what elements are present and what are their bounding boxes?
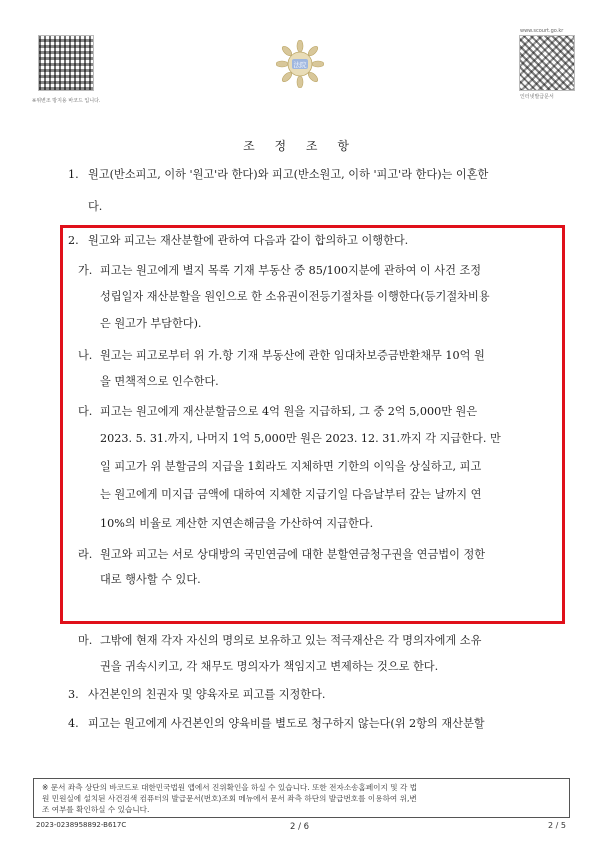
notice-line: ※ 문서 좌측 상단의 바코드로 대한민국법원 앱에서 진위확인을 하실 수 있습니다. 또한 전자소송홈페이지 및 각 법: [42, 783, 418, 792]
clause-text: 원고와 피고는 재산분할에 관하여 다음과 같이 합의하고 이행한다.: [88, 234, 409, 247]
clause-number: 3.: [68, 688, 79, 701]
subclause-na-line-2: 을 면책적으로 인수한다.: [100, 375, 219, 388]
subclause-da: [78, 403, 477, 419]
subclause-na: [78, 347, 485, 363]
notice-line: 조 여부를 확인하실 수 있습니다.: [42, 805, 150, 814]
subclause-text: 그밖에 현재 각자 자신의 명의로 보유하고 있는 적극재산은 각 명의자에게 소유: [100, 634, 482, 647]
subclause-ma: [78, 632, 481, 648]
clause-number: 4.: [68, 717, 79, 730]
issue-number: 2023-0238958892-B617C: [36, 821, 127, 829]
subclause-text: 피고는 원고에게 별지 목록 기재 부동산 중 85/100지분에 관하여 이 사건 조정: [100, 264, 482, 277]
clause-number: 2.: [68, 234, 79, 247]
subclause-marker: 마.: [78, 634, 93, 647]
verification-notice: [33, 778, 570, 818]
subclause-da-line-5: 10%의 비율로 계산한 지연손해금을 가산하여 지급한다.: [100, 517, 374, 530]
subclause-ra: [78, 546, 485, 562]
clause-text: 원고(반소피고, 이하 '원고'라 한다)와 피고(반소원고, 이하 '피고'라 한다)는 이혼한: [88, 168, 489, 181]
clause-text: 피고는 원고에게 사건본인의 양육비를 별도로 청구하지 않는다(위 2항의 재산분할: [88, 717, 485, 730]
verification-barcode-right: [519, 35, 575, 91]
subclause-da-line-4: 는 원고에게 미지급 금액에 대하여 지체한 지급기일 다음날부터 갚는 날까지 연: [100, 488, 482, 501]
subclause-ga-line-3: 은 원고가 부담한다).: [100, 317, 202, 330]
clause-4: [68, 715, 485, 731]
subclause-ma-line-2: 권을 귀속시키고, 각 채무도 명의자가 책임지고 변제하는 것으로 한다.: [100, 660, 439, 673]
verification-barcode-left: [38, 35, 94, 91]
page-title: 조 정 조 항: [243, 139, 357, 153]
internet-issue-caption: 인터넷발급문서: [520, 94, 554, 100]
barcode-caption: ※위변조 방지용 바코드 입니다.: [32, 98, 101, 104]
subclause-ga: [78, 262, 481, 278]
clause-2: [68, 232, 408, 248]
clause-1-line-2: 다.: [88, 200, 103, 213]
page-number-right: 2 / 5: [548, 821, 566, 830]
subclause-ra-line-2: 대로 행사할 수 있다.: [100, 573, 201, 586]
notice-line: 원 민원실에 설치된 사건검색 컴퓨터의 발급문서(번호)조회 메뉴에서 문서 좌측 하단의 발급번호를 이용하여 위,변: [42, 794, 417, 803]
subclause-marker: 다.: [78, 405, 93, 418]
clause-text: 사건본인의 친권자 및 양육자로 피고를 지정한다.: [88, 688, 326, 701]
court-emblem-icon: [276, 40, 324, 88]
clause-number: 1.: [68, 168, 79, 181]
subclause-ga-line-2: 성립일자 재산분할을 원인으로 한 소유권이전등기절차를 이행한다(등기절차비용: [100, 290, 490, 303]
subclause-da-line-3: 일 피고가 위 분할금의 지급을 1회라도 지체하면 기한의 이익을 상실하고, 피고: [100, 460, 482, 473]
subclause-text: 원고는 피고로부터 위 가.항 기재 부동산에 관한 임대차보증금반환채무 10억 원: [100, 349, 485, 362]
subclause-marker: 라.: [78, 548, 93, 561]
svg-text:法院: 法院: [293, 61, 307, 69]
clause-1: [68, 166, 488, 182]
subclause-text: 피고는 원고에게 재산분할금으로 4억 원을 지급하되, 그 중 2억 5,000만 원은: [100, 405, 478, 418]
clause-3: [68, 686, 325, 702]
subclause-marker: 가.: [78, 264, 93, 277]
subclause-text: 원고와 피고는 서로 상대방의 국민연금에 대한 분할연금청구권을 연금법이 정한: [100, 548, 486, 561]
subclause-marker: 나.: [78, 349, 93, 362]
page-number-center: 2 / 6: [290, 822, 310, 832]
highlight-box: [60, 225, 565, 624]
court-website-caption: www.scourt.go.kr: [520, 28, 564, 34]
subclause-da-line-2: 2023. 5. 31.까지, 나머지 1억 5,000만 원은 2023. 12. 31.까지 각 지급한다. 만: [100, 432, 501, 445]
